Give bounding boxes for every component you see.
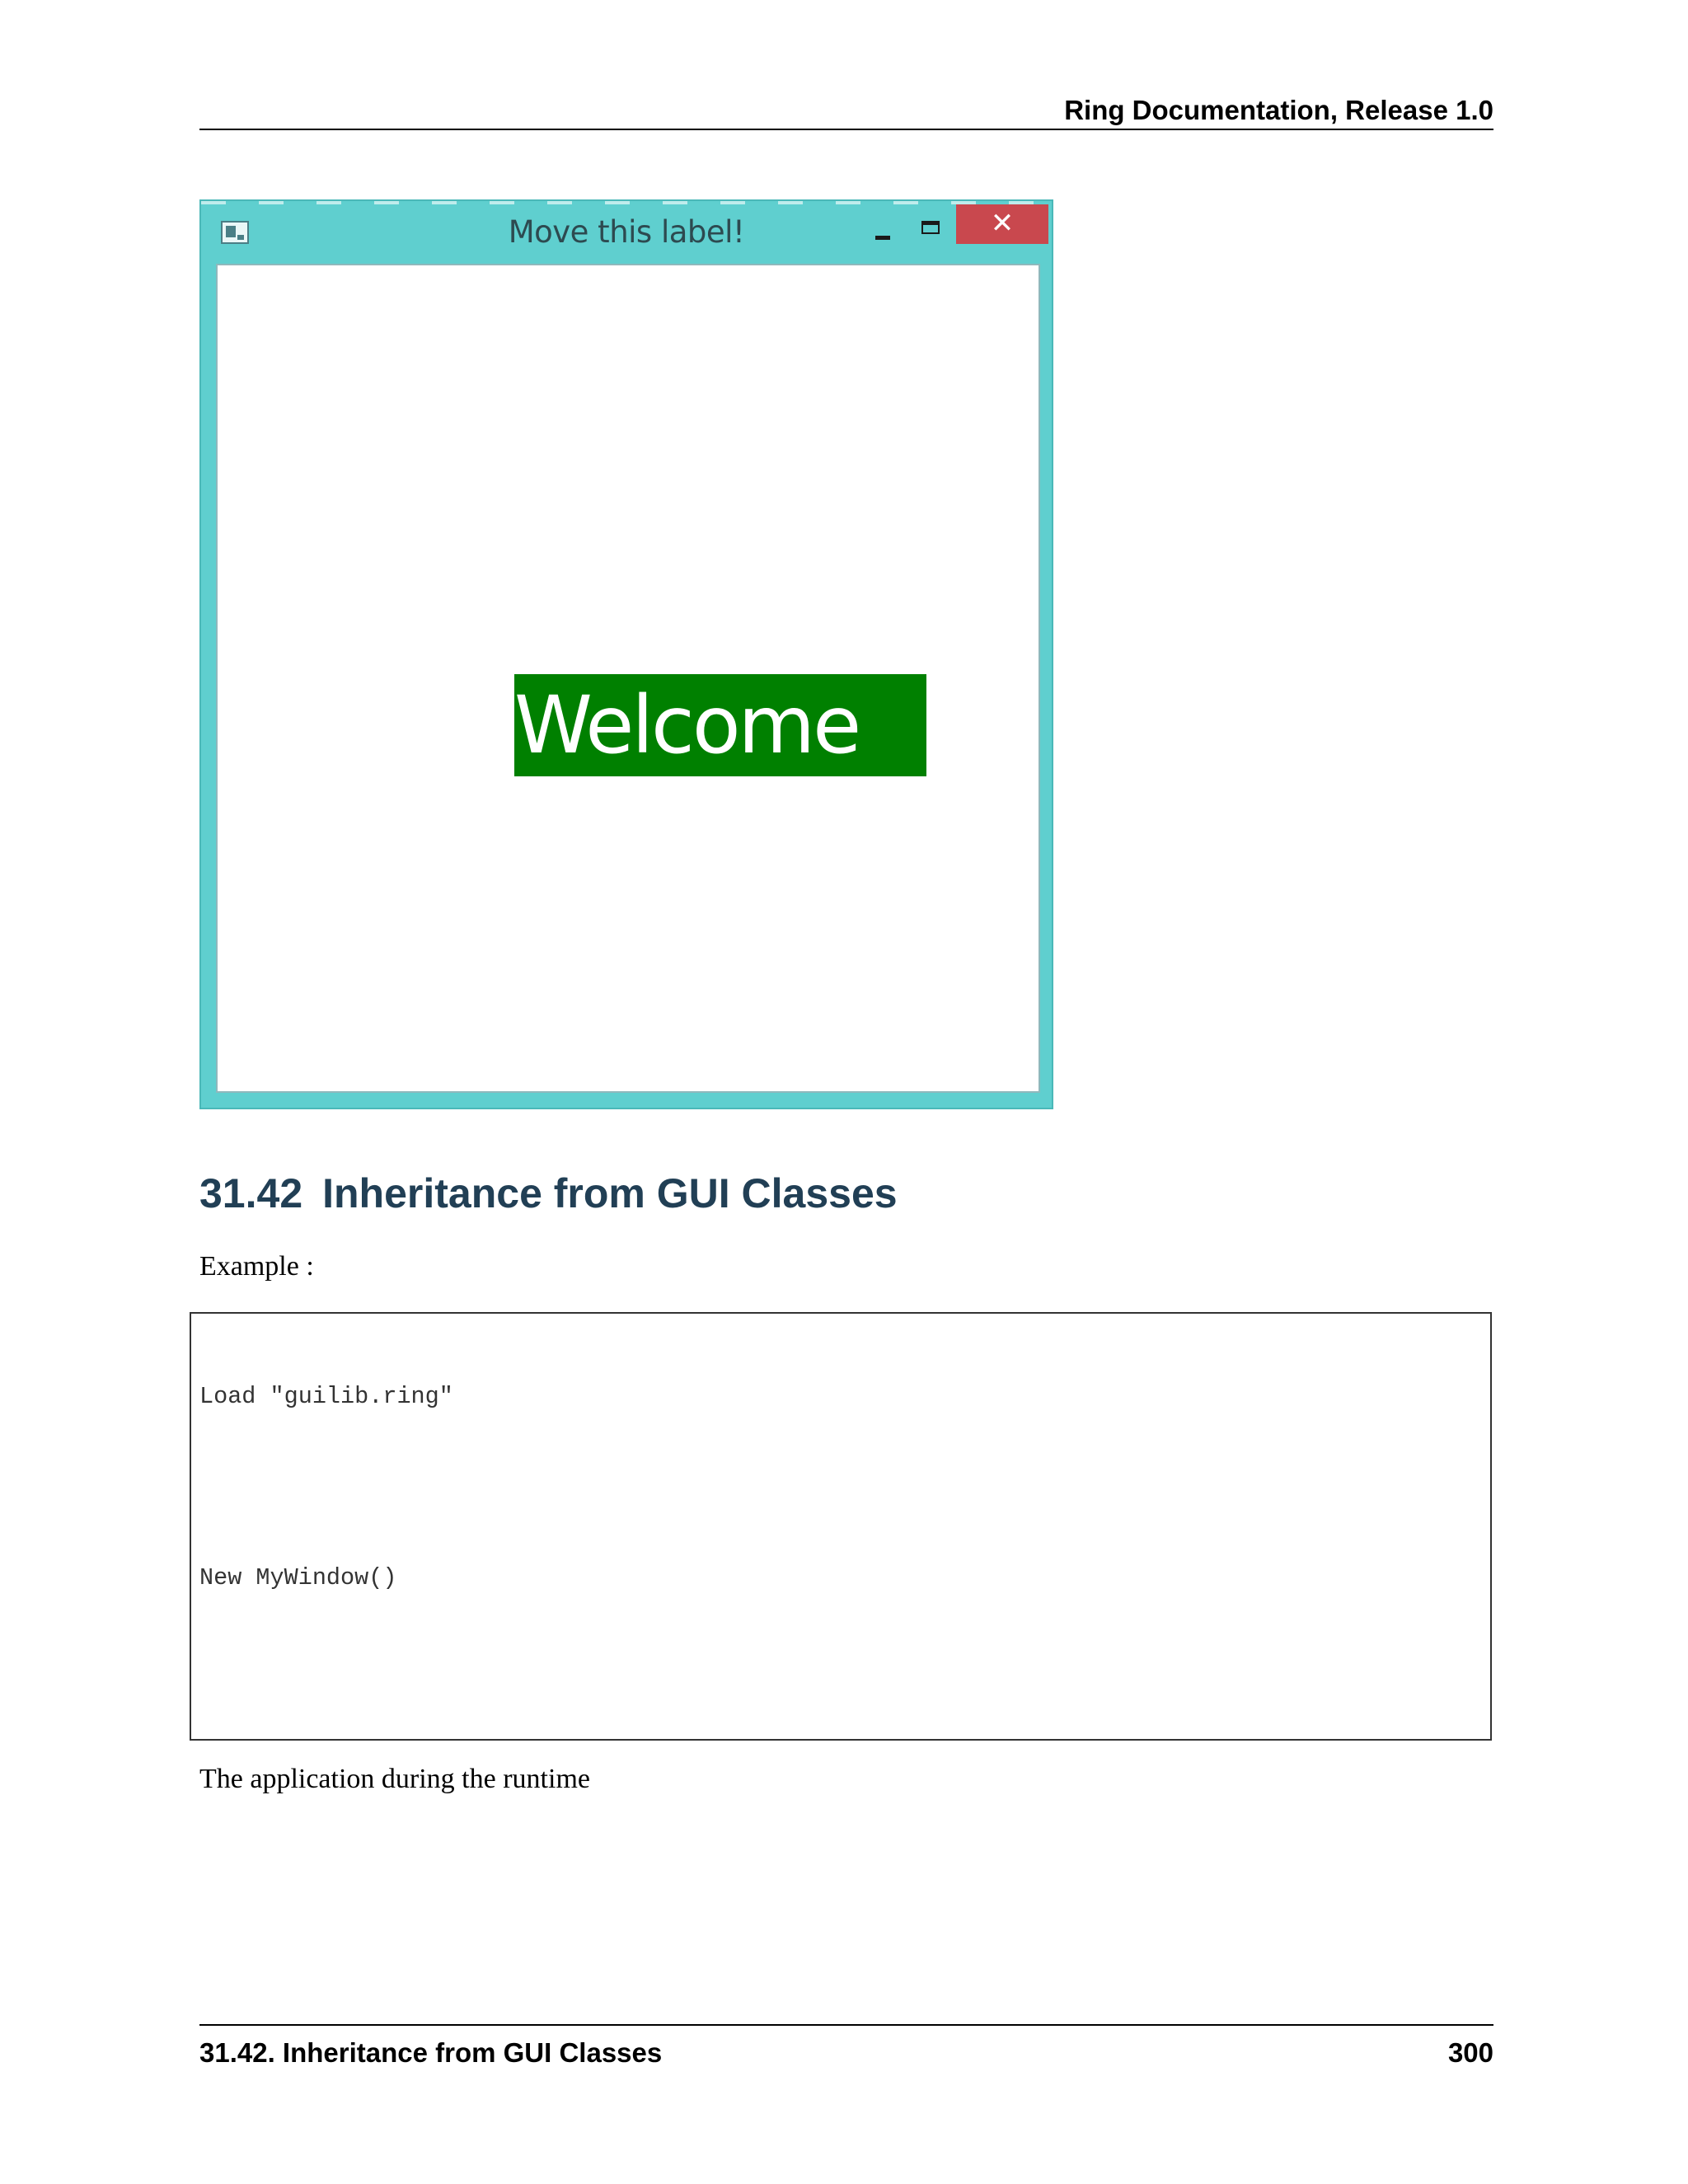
footer-section: 31.42. Inheritance from GUI Classes bbox=[199, 2037, 663, 2068]
titlebar-decoration bbox=[201, 201, 1052, 204]
maximize-icon[interactable] bbox=[910, 213, 951, 246]
app-window-screenshot bbox=[199, 199, 1053, 1109]
after-code-text: The application during the runtime bbox=[199, 1764, 590, 1794]
window-title: Move this label! bbox=[508, 214, 745, 250]
code-line: Load "guilib.ring" bbox=[199, 1383, 453, 1411]
close-button[interactable] bbox=[956, 204, 1048, 244]
running-header bbox=[199, 91, 1493, 130]
running-footer bbox=[199, 2024, 1493, 2068]
close-icon: ✕ bbox=[990, 207, 1015, 240]
window-client-area bbox=[216, 264, 1040, 1093]
code-line bbox=[199, 1654, 1490, 1685]
code-block bbox=[190, 1312, 1492, 1741]
example-label: Example : bbox=[199, 1251, 314, 1282]
section-title: Inheritance from GUI Classes bbox=[322, 1170, 898, 1216]
window-titlebar bbox=[201, 201, 1052, 264]
section-heading bbox=[199, 1169, 898, 1218]
code-line bbox=[199, 1473, 1490, 1503]
section-number: 31.42 bbox=[199, 1170, 303, 1216]
page-number: 300 bbox=[1447, 2037, 1493, 2068]
welcome-label[interactable]: Welcome bbox=[514, 674, 926, 776]
minimize-icon[interactable] bbox=[860, 218, 902, 251]
code-line: New MyWindow() bbox=[199, 1563, 397, 1591]
header-title: Ring Documentation, Release 1.0 bbox=[1064, 95, 1493, 125]
